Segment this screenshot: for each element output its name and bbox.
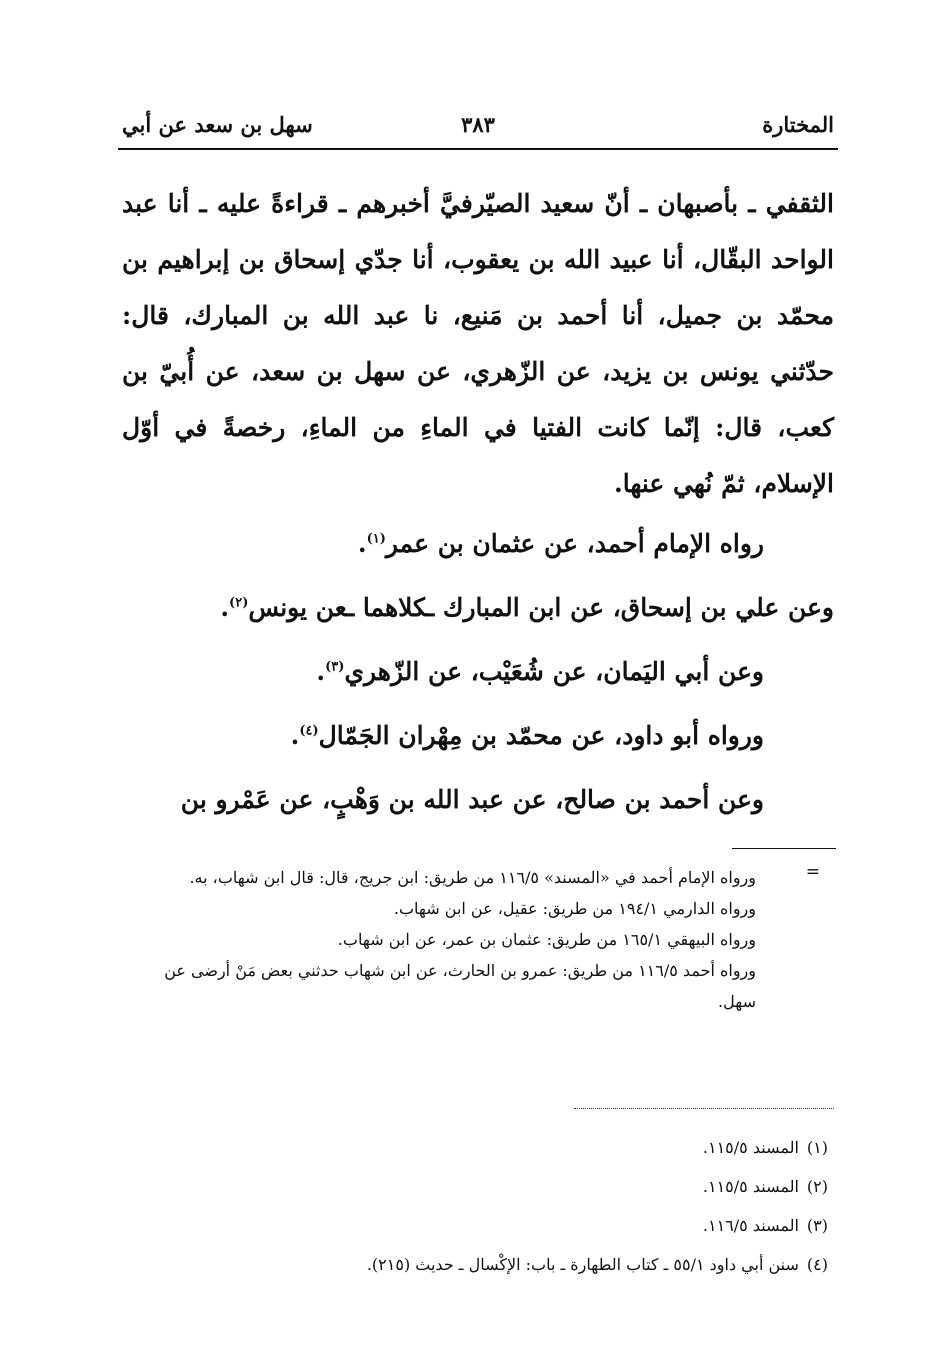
footnote-item [122, 1167, 834, 1206]
footnote-text: المسند ١١٥/٥. [702, 1177, 799, 1196]
continuation-paragraph: ورواه أحمد ١١٦/٥ من طريق: عمرو بن الحارث، عن ابن شهاب حدثني بعض مَنْ أرضى عن سهل. [164, 961, 756, 1011]
continuation-marker: = [805, 862, 820, 882]
narration-line [122, 704, 834, 768]
footnote-number: (٤) [806, 1255, 828, 1274]
footnote-text: سنن أبي داود ٥٥/١ ـ كتاب الطهارة ـ باب: الإكْسال ـ حديث (٢١٥). [366, 1255, 799, 1274]
footnote-item [122, 1245, 834, 1284]
footnote-text: المسند ١١٥/٥. [702, 1138, 799, 1157]
running-header [122, 112, 834, 146]
continuation-body [122, 862, 756, 1017]
footnote-ref[interactable]: (٤) [299, 723, 319, 739]
continuation-paragraph: ورواه البيهقي ١٦٥/١ من طريق: عثمان بن عمر، عن ابن شهاب. [337, 930, 756, 949]
narration-text: ورواه أبو داود، عن محمّد بن مِهْران الجَمّال [318, 721, 764, 750]
footnote-number: (٢) [806, 1177, 828, 1196]
footnote-item [122, 1206, 834, 1245]
narration-text: رواه الإمام أحمد، عن عثمان بن عمر [385, 529, 764, 558]
narration-text: وعن أحمد بن صالح، عن عبد الله بن وَهْبٍ، عن عَمْرو بن [180, 785, 764, 814]
main-text [122, 176, 834, 832]
narration-tail: . [357, 529, 367, 558]
footnotes-dotted-divider [574, 1108, 834, 1109]
narration-line [122, 640, 834, 704]
footnote-item [122, 1128, 834, 1167]
narration-tail: . [290, 721, 300, 750]
footnote-number: (١) [806, 1138, 828, 1157]
narration-line [122, 576, 834, 640]
continuation-paragraph: ورواه الإمام أحمد في «المسند» ١١٦/٥ من طريق: ابن جريج، قال: قال ابن شهاب، به. [189, 868, 756, 887]
narration-text: وعن أبي اليَمان، عن شُعَيْب، عن الزّهري [344, 657, 764, 686]
narration-tail: . [316, 657, 326, 686]
footnote-ref[interactable]: (٢) [229, 595, 249, 611]
page-number: ٣٨٣ [461, 112, 495, 137]
footnote-number: (٣) [806, 1216, 828, 1235]
footnote-ref[interactable]: (١) [366, 531, 386, 547]
header-divider [118, 148, 838, 150]
header-section-title: سهل بن سعد عن أبي [122, 112, 313, 137]
footnote-ref[interactable]: (٣) [325, 659, 345, 675]
narration-line [122, 512, 834, 576]
main-paragraph: الثقفي ـ بأصبهان ـ أنّ سعيد الصيّرفيَّ أخبرهم ـ قراءةً عليه ـ أنا عبد الواحد البقّال، أنا عبيد الله بن يعقوب، أنا جدّي إسحاق بن إبراهيم بن محمّد بن جميل، أنا أحمد بن مَنيع، نا عبد الله بن المبارك، قال: حدّثني يونس بن يزيد، عن الزّهري، عن سهل بن سعد، عن أُبيّ بن كعب، قال: إنّما كانت الفتيا في الماءِ من الماءِ، رخصةً في أوّل الإسلام، ثمّ نُهي عنها. [122, 189, 834, 498]
narration-line [122, 768, 834, 832]
footnote-divider [732, 848, 836, 849]
footnote-continuation [122, 862, 834, 1017]
footnote-text: المسند ١١٦/٥. [702, 1216, 799, 1235]
narration-tail: . [220, 593, 230, 622]
header-book-title: المختارة [762, 112, 834, 137]
continuation-paragraph: ورواه الدارمي ١٩٤/١ من طريق: عقيل، عن ابن شهاب. [393, 899, 756, 918]
footnotes-list [122, 1128, 834, 1284]
narration-text: وعن علي بن إسحاق، عن ابن المبارك ـكلاهما ـعن يونس [248, 593, 834, 622]
